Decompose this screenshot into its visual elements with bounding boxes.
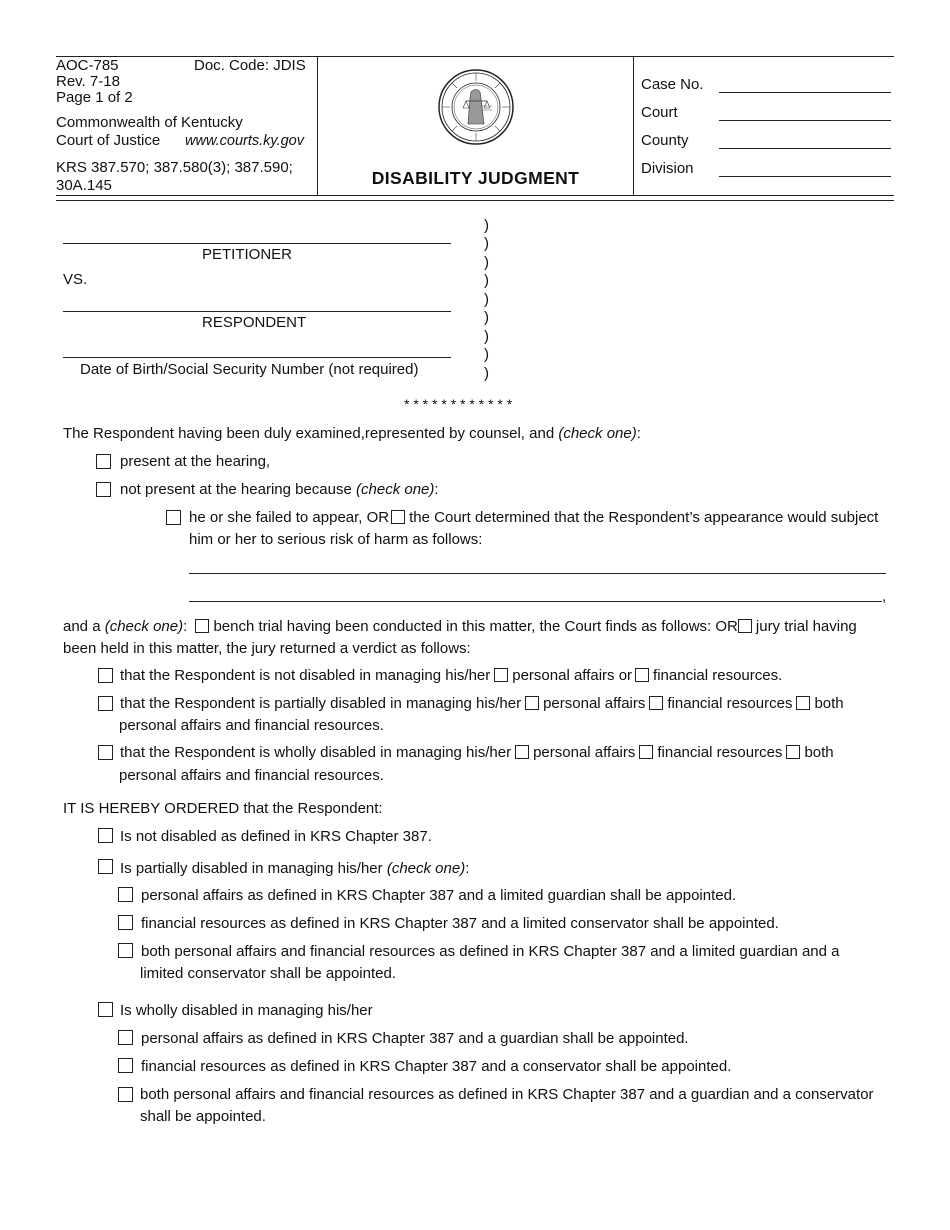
jury-trial-continuation: been held in this matter, the jury returned a verdict as follows: [63,640,471,657]
finding-partial-both-checkbox[interactable] [796,696,810,710]
county-field[interactable] [719,148,891,149]
jury-trial-checkbox[interactable] [738,619,752,633]
division-field[interactable] [719,176,891,177]
respondent-field[interactable] [63,311,451,312]
court-field[interactable] [719,120,891,121]
order-partial-both-checkbox[interactable] [118,943,133,958]
finding-partial-financial-checkbox[interactable] [649,696,663,710]
trial-type-sentence: and a (check one): bench trial having been conducted in this matter, the Court finds as follows: OR jury trial having [63,618,857,635]
order-wholly-both-label: both personal affairs and financial resources as defined in KRS Chapter 387 and a guardian and a conservator [140,1086,874,1103]
finding-partial-checkbox[interactable] [98,696,113,711]
failed-to-appear-label: he or she failed to appear, OR the Court determined that the Respondent’s appearance would subject [189,509,879,526]
finding-wholly-checkbox[interactable] [98,745,113,760]
caption-paren: ) [484,346,489,363]
petitioner-label: PETITIONER [202,246,293,263]
case-no-label: Case No. [641,76,704,93]
order-partial-personal-label: personal affairs as defined in KRS Chapter 387 and a limited guardian shall be appointed. [141,887,737,904]
order-wholly-checkbox[interactable] [98,1002,113,1017]
header-divider-right [633,56,634,195]
finding-wholly-financial-checkbox[interactable] [639,745,653,759]
caption-paren: ) [484,365,489,382]
doc-code: Doc. Code: JDIS [194,57,306,74]
harm-explanation-field-2[interactable] [189,601,882,602]
court-name: Court of Justice [56,132,161,149]
dob-ssn-field[interactable] [63,357,451,358]
order-wholly-financial-checkbox[interactable] [118,1058,133,1073]
finding-not-disabled-checkbox[interactable] [98,668,113,683]
intro-sentence: The Respondent having been duly examined,represented by counsel, and (check one): [63,425,641,442]
order-not-disabled-label: Is not disabled as defined in KRS Chapter 387. [120,828,432,845]
order-not-disabled-checkbox[interactable] [98,828,113,843]
finding-wholly-personal-checkbox[interactable] [515,745,529,759]
present-checkbox[interactable] [96,454,111,469]
header-top-rule [56,56,894,57]
risk-of-harm-checkbox[interactable] [391,510,405,524]
header-bottom-rule-2 [56,200,894,201]
finding-partial-continuation: personal affairs and financial resources. [119,717,384,734]
order-wholly-personal-checkbox[interactable] [118,1030,133,1045]
caption-paren: ) [484,309,489,326]
finding-not-disabled-label: that the Respondent is not disabled in managing his/her personal affairs or financial resources. [120,667,783,684]
caption-paren: ) [484,328,489,345]
not-present-label: not present at the hearing because (check one): [120,481,439,498]
finding-not-disabled-personal-checkbox[interactable] [494,668,508,682]
caption-paren: ) [484,272,489,289]
order-partial-checkbox[interactable] [98,859,113,874]
order-wholly-financial-label: financial resources as defined in KRS Chapter 387 and a conservator shall be appointed. [141,1058,732,1075]
present-label: present at the hearing, [120,453,271,470]
finding-not-disabled-financial-checkbox[interactable] [635,668,649,682]
finding-partial-personal-checkbox[interactable] [525,696,539,710]
order-partial-both-continuation: limited conservator shall be appointed. [140,965,396,982]
county-label: County [641,132,689,149]
court-seal-icon [437,68,515,146]
caption-paren: ) [484,291,489,308]
finding-wholly-continuation: personal affairs and financial resources. [119,767,384,784]
risk-of-harm-continuation: him or her to serious risk of harm as follows: [189,531,483,548]
not-present-checkbox[interactable] [96,482,111,497]
finding-wholly-label: that the Respondent is wholly disabled in managing his/her personal affairs financial resources both [120,744,834,761]
krs-line-1: KRS 387.570; 387.580(3); 387.590; [56,159,293,176]
court-label: Court [641,104,678,121]
caption-paren: ) [484,217,489,234]
dob-ssn-label: Date of Birth/Social Security Number (not required) [80,361,419,378]
division-label: Division [641,160,694,177]
order-partial-financial-label: financial resources as defined in KRS Chapter 387 and a limited conservator shall be appointed. [141,915,779,932]
document-title: DISABILITY JUDGMENT [371,168,580,188]
vs-label: VS. [63,271,88,288]
order-wholly-both-checkbox[interactable] [118,1087,133,1102]
header-bottom-rule [56,195,894,196]
harm-explanation-field-1[interactable] [189,573,886,574]
finding-partial-label: that the Respondent is partially disabled in managing his/her personal affairs financial resources both [120,695,844,712]
order-wholly-label: Is wholly disabled in managing his/her [120,1002,373,1019]
finding-wholly-both-checkbox[interactable] [786,745,800,759]
order-partial-label: Is partially disabled in managing his/her (check one): [120,860,470,877]
bench-trial-checkbox[interactable] [195,619,209,633]
state-name: Commonwealth of Kentucky [56,114,243,131]
trailing-comma: , [882,588,887,605]
order-partial-both-label: both personal affairs and financial resources as defined in KRS Chapter 387 and a limited guardian and a [141,943,840,960]
order-partial-personal-checkbox[interactable] [118,887,133,902]
website: www.courts.ky.gov [185,133,304,149]
order-partial-financial-checkbox[interactable] [118,915,133,930]
petitioner-field[interactable] [63,243,451,244]
separator-stars: * * * * * * * * * * * * [404,396,513,412]
caption-paren: ) [484,235,489,252]
order-heading: IT IS HEREBY ORDERED that the Respondent: [63,800,383,817]
order-wholly-personal-label: personal affairs as defined in KRS Chapter 387 and a guardian shall be appointed. [141,1030,689,1047]
caption-paren: ) [484,254,489,271]
form-number: AOC-785 [56,57,119,74]
revision: Rev. 7-18 [56,73,120,90]
failed-to-appear-checkbox[interactable] [166,510,181,525]
order-wholly-both-continuation: shall be appointed. [140,1108,266,1125]
krs-line-2: 30A.145 [56,177,112,194]
page-number: Page 1 of 2 [56,89,133,106]
case-no-field[interactable] [719,92,891,93]
respondent-label: RESPONDENT [202,314,307,331]
